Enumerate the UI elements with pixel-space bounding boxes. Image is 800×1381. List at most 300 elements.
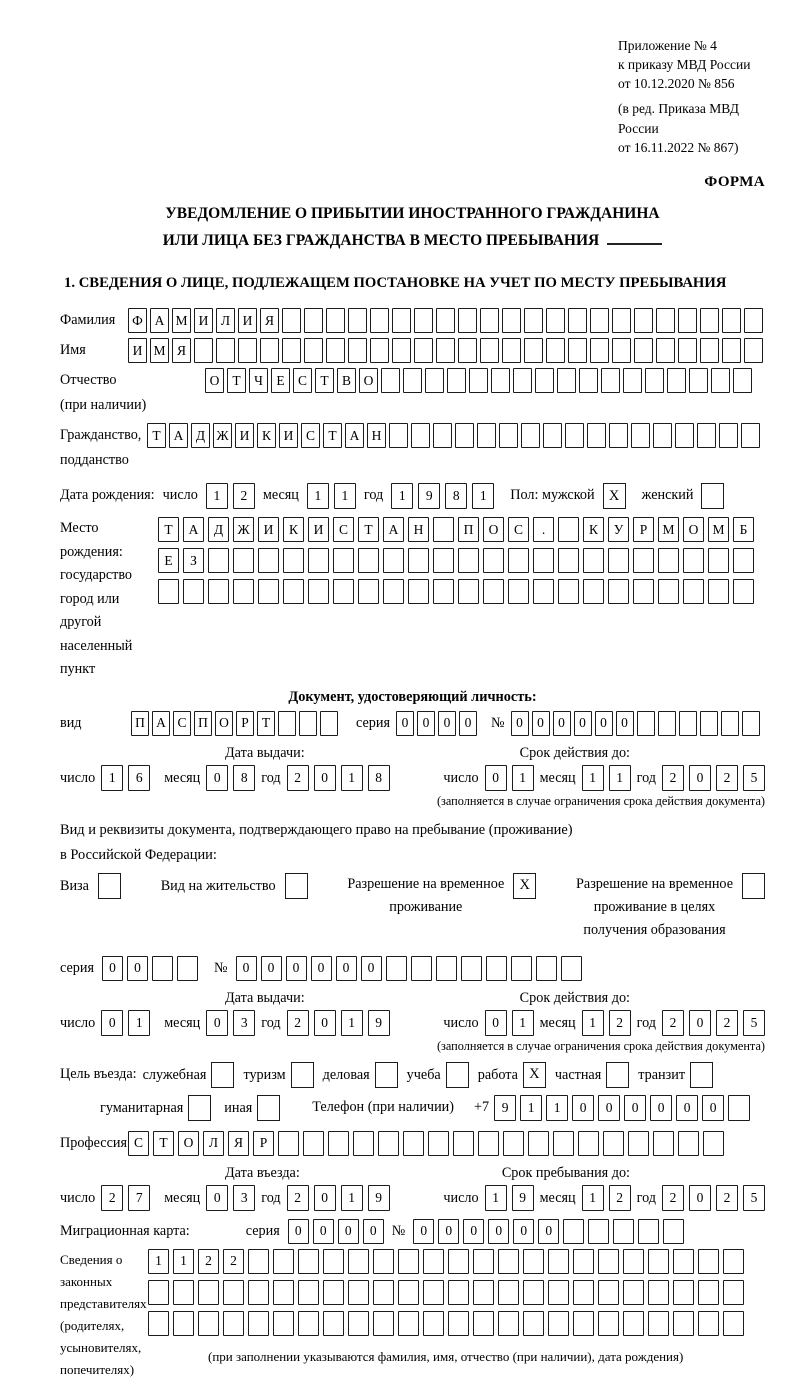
- char-cell[interactable]: 1: [582, 1185, 604, 1211]
- char-cell[interactable]: 0: [459, 711, 477, 736]
- char-cell[interactable]: 0: [488, 1219, 509, 1244]
- char-cell[interactable]: [658, 711, 676, 736]
- char-cell[interactable]: .: [533, 517, 554, 542]
- char-cell[interactable]: [590, 338, 609, 363]
- char-cell[interactable]: 0: [513, 1219, 534, 1244]
- char-cell[interactable]: 0: [572, 1095, 594, 1121]
- char-cell[interactable]: 0: [314, 1010, 336, 1036]
- char-cell[interactable]: [473, 1311, 494, 1336]
- char-cell[interactable]: 0: [553, 711, 571, 736]
- char-cell[interactable]: 0: [689, 1185, 711, 1211]
- char-cell[interactable]: К: [257, 423, 276, 448]
- char-cell[interactable]: [323, 1311, 344, 1336]
- char-cell[interactable]: 2: [101, 1185, 123, 1211]
- char-cell[interactable]: [689, 368, 708, 393]
- char-cell[interactable]: [503, 1131, 524, 1156]
- char-cell[interactable]: Е: [271, 368, 290, 393]
- char-cell[interactable]: [533, 548, 554, 573]
- char-cell[interactable]: 0: [286, 956, 307, 981]
- char-cell[interactable]: [623, 1280, 644, 1305]
- char-cell[interactable]: 2: [716, 1185, 738, 1211]
- char-cell[interactable]: 1: [472, 483, 494, 509]
- char-cell[interactable]: [448, 1280, 469, 1305]
- char-cell[interactable]: [524, 308, 543, 333]
- char-cell[interactable]: [173, 1311, 194, 1336]
- purpose-business-checkbox[interactable]: [375, 1062, 398, 1088]
- char-cell[interactable]: 1: [173, 1249, 194, 1274]
- char-cell[interactable]: [458, 338, 477, 363]
- char-cell[interactable]: А: [345, 423, 364, 448]
- purpose-transit-checkbox[interactable]: [690, 1062, 713, 1088]
- char-cell[interactable]: [723, 1280, 744, 1305]
- char-cell[interactable]: [523, 1311, 544, 1336]
- char-cell[interactable]: Т: [257, 711, 275, 736]
- char-cell[interactable]: А: [169, 423, 188, 448]
- char-cell[interactable]: 0: [261, 956, 282, 981]
- char-cell[interactable]: 9: [368, 1185, 390, 1211]
- char-cell[interactable]: М: [708, 517, 729, 542]
- char-cell[interactable]: [358, 579, 379, 604]
- char-cell[interactable]: 1: [334, 483, 356, 509]
- char-cell[interactable]: [700, 711, 718, 736]
- char-cell[interactable]: [533, 579, 554, 604]
- char-cell[interactable]: [348, 1311, 369, 1336]
- char-cell[interactable]: [563, 1219, 584, 1244]
- sex-female-checkbox[interactable]: [701, 483, 724, 509]
- char-cell[interactable]: [458, 548, 479, 573]
- char-cell[interactable]: 0: [538, 1219, 559, 1244]
- char-cell[interactable]: [498, 1249, 519, 1274]
- char-cell[interactable]: [742, 711, 760, 736]
- char-cell[interactable]: О: [215, 711, 233, 736]
- char-cell[interactable]: 1: [128, 1010, 150, 1036]
- char-cell[interactable]: [433, 517, 454, 542]
- purpose-official-checkbox[interactable]: [211, 1062, 234, 1088]
- char-cell[interactable]: [612, 308, 631, 333]
- char-cell[interactable]: М: [150, 338, 169, 363]
- char-cell[interactable]: [523, 1249, 544, 1274]
- char-cell[interactable]: 2: [287, 1010, 309, 1036]
- char-cell[interactable]: [700, 338, 719, 363]
- char-cell[interactable]: [546, 308, 565, 333]
- char-cell[interactable]: Ч: [249, 368, 268, 393]
- char-cell[interactable]: 0: [101, 1010, 123, 1036]
- char-cell[interactable]: И: [235, 423, 254, 448]
- char-cell[interactable]: [498, 1311, 519, 1336]
- char-cell[interactable]: [697, 423, 716, 448]
- char-cell[interactable]: Б: [733, 517, 754, 542]
- char-cell[interactable]: [656, 338, 675, 363]
- char-cell[interactable]: [411, 423, 430, 448]
- char-cell[interactable]: Н: [367, 423, 386, 448]
- char-cell[interactable]: Н: [408, 517, 429, 542]
- char-cell[interactable]: [353, 1131, 374, 1156]
- char-cell[interactable]: [328, 1131, 349, 1156]
- char-cell[interactable]: [601, 368, 620, 393]
- char-cell[interactable]: А: [183, 517, 204, 542]
- char-cell[interactable]: [623, 368, 642, 393]
- char-cell[interactable]: 1: [546, 1095, 568, 1121]
- char-cell[interactable]: 0: [689, 1010, 711, 1036]
- char-cell[interactable]: [348, 1280, 369, 1305]
- char-cell[interactable]: [282, 308, 301, 333]
- char-cell[interactable]: Л: [203, 1131, 224, 1156]
- char-cell[interactable]: [683, 548, 704, 573]
- char-cell[interactable]: [558, 548, 579, 573]
- char-cell[interactable]: 9: [512, 1185, 534, 1211]
- char-cell[interactable]: 3: [233, 1185, 255, 1211]
- char-cell[interactable]: [548, 1280, 569, 1305]
- char-cell[interactable]: [678, 338, 697, 363]
- char-cell[interactable]: [461, 956, 482, 981]
- char-cell[interactable]: О: [359, 368, 378, 393]
- char-cell[interactable]: 5: [743, 1010, 765, 1036]
- char-cell[interactable]: [608, 548, 629, 573]
- char-cell[interactable]: Д: [208, 517, 229, 542]
- char-cell[interactable]: [587, 423, 606, 448]
- char-cell[interactable]: [553, 1131, 574, 1156]
- char-cell[interactable]: [578, 1131, 599, 1156]
- char-cell[interactable]: [483, 548, 504, 573]
- char-cell[interactable]: [698, 1249, 719, 1274]
- char-cell[interactable]: Ж: [213, 423, 232, 448]
- char-cell[interactable]: [513, 368, 532, 393]
- purpose-private-checkbox[interactable]: [606, 1062, 629, 1088]
- char-cell[interactable]: [568, 308, 587, 333]
- char-cell[interactable]: 1: [520, 1095, 542, 1121]
- char-cell[interactable]: [508, 579, 529, 604]
- char-cell[interactable]: [633, 548, 654, 573]
- char-cell[interactable]: [609, 423, 628, 448]
- char-cell[interactable]: 0: [314, 1185, 336, 1211]
- char-cell[interactable]: [278, 1131, 299, 1156]
- char-cell[interactable]: 9: [368, 1010, 390, 1036]
- char-cell[interactable]: Р: [253, 1131, 274, 1156]
- char-cell[interactable]: 2: [662, 1010, 684, 1036]
- char-cell[interactable]: [152, 956, 173, 981]
- char-cell[interactable]: 0: [438, 1219, 459, 1244]
- char-cell[interactable]: [386, 956, 407, 981]
- char-cell[interactable]: О: [205, 368, 224, 393]
- char-cell[interactable]: Р: [236, 711, 254, 736]
- char-cell[interactable]: 5: [743, 765, 765, 791]
- purpose-work-checkbox[interactable]: X: [523, 1062, 546, 1088]
- char-cell[interactable]: [414, 338, 433, 363]
- char-cell[interactable]: [728, 1095, 750, 1121]
- char-cell[interactable]: И: [128, 338, 147, 363]
- char-cell[interactable]: С: [173, 711, 191, 736]
- char-cell[interactable]: [373, 1311, 394, 1336]
- char-cell[interactable]: [565, 423, 584, 448]
- char-cell[interactable]: 0: [676, 1095, 698, 1121]
- char-cell[interactable]: 1: [307, 483, 329, 509]
- char-cell[interactable]: 0: [485, 1010, 507, 1036]
- char-cell[interactable]: [326, 308, 345, 333]
- char-cell[interactable]: И: [258, 517, 279, 542]
- char-cell[interactable]: [177, 956, 198, 981]
- char-cell[interactable]: [483, 579, 504, 604]
- char-cell[interactable]: 2: [662, 1185, 684, 1211]
- char-cell[interactable]: 2: [609, 1185, 631, 1211]
- char-cell[interactable]: 0: [624, 1095, 646, 1121]
- char-cell[interactable]: [248, 1280, 269, 1305]
- char-cell[interactable]: [708, 548, 729, 573]
- char-cell[interactable]: [733, 368, 752, 393]
- char-cell[interactable]: [588, 1219, 609, 1244]
- char-cell[interactable]: [260, 338, 279, 363]
- char-cell[interactable]: [502, 308, 521, 333]
- char-cell[interactable]: [323, 1249, 344, 1274]
- char-cell[interactable]: [722, 338, 741, 363]
- char-cell[interactable]: [543, 423, 562, 448]
- char-cell[interactable]: П: [194, 711, 212, 736]
- char-cell[interactable]: [392, 308, 411, 333]
- char-cell[interactable]: [608, 579, 629, 604]
- char-cell[interactable]: 1: [512, 1010, 534, 1036]
- char-cell[interactable]: [598, 1249, 619, 1274]
- char-cell[interactable]: [634, 308, 653, 333]
- char-cell[interactable]: [573, 1280, 594, 1305]
- char-cell[interactable]: 0: [417, 711, 435, 736]
- char-cell[interactable]: [477, 423, 496, 448]
- char-cell[interactable]: 0: [236, 956, 257, 981]
- char-cell[interactable]: [398, 1249, 419, 1274]
- char-cell[interactable]: [480, 308, 499, 333]
- char-cell[interactable]: 0: [396, 711, 414, 736]
- char-cell[interactable]: 2: [716, 765, 738, 791]
- char-cell[interactable]: 2: [198, 1249, 219, 1274]
- char-cell[interactable]: 0: [511, 711, 529, 736]
- char-cell[interactable]: [521, 423, 540, 448]
- char-cell[interactable]: 2: [287, 765, 309, 791]
- char-cell[interactable]: [675, 423, 694, 448]
- char-cell[interactable]: [653, 423, 672, 448]
- char-cell[interactable]: [308, 579, 329, 604]
- residence-permit-checkbox[interactable]: [285, 873, 308, 899]
- char-cell[interactable]: [194, 338, 213, 363]
- char-cell[interactable]: [370, 338, 389, 363]
- char-cell[interactable]: [423, 1280, 444, 1305]
- char-cell[interactable]: Я: [172, 338, 191, 363]
- char-cell[interactable]: [722, 308, 741, 333]
- char-cell[interactable]: [628, 1131, 649, 1156]
- char-cell[interactable]: [528, 1131, 549, 1156]
- char-cell[interactable]: 1: [341, 1185, 363, 1211]
- char-cell[interactable]: М: [658, 517, 679, 542]
- char-cell[interactable]: 9: [494, 1095, 516, 1121]
- char-cell[interactable]: [499, 423, 518, 448]
- char-cell[interactable]: [258, 548, 279, 573]
- char-cell[interactable]: П: [458, 517, 479, 542]
- char-cell[interactable]: [273, 1249, 294, 1274]
- char-cell[interactable]: 2: [609, 1010, 631, 1036]
- char-cell[interactable]: 1: [341, 1010, 363, 1036]
- char-cell[interactable]: О: [683, 517, 704, 542]
- char-cell[interactable]: [408, 548, 429, 573]
- char-cell[interactable]: [723, 1311, 744, 1336]
- char-cell[interactable]: 8: [233, 765, 255, 791]
- char-cell[interactable]: [436, 956, 457, 981]
- char-cell[interactable]: 0: [485, 765, 507, 791]
- char-cell[interactable]: 0: [361, 956, 382, 981]
- char-cell[interactable]: [148, 1311, 169, 1336]
- char-cell[interactable]: О: [483, 517, 504, 542]
- char-cell[interactable]: [653, 1131, 674, 1156]
- char-cell[interactable]: [648, 1280, 669, 1305]
- char-cell[interactable]: [708, 579, 729, 604]
- char-cell[interactable]: 3: [233, 1010, 255, 1036]
- char-cell[interactable]: С: [128, 1131, 149, 1156]
- char-cell[interactable]: [491, 368, 510, 393]
- char-cell[interactable]: [721, 711, 739, 736]
- char-cell[interactable]: [583, 548, 604, 573]
- char-cell[interactable]: [378, 1131, 399, 1156]
- char-cell[interactable]: [411, 956, 432, 981]
- char-cell[interactable]: [233, 579, 254, 604]
- char-cell[interactable]: А: [383, 517, 404, 542]
- char-cell[interactable]: Т: [315, 368, 334, 393]
- char-cell[interactable]: [663, 1219, 684, 1244]
- char-cell[interactable]: А: [152, 711, 170, 736]
- char-cell[interactable]: 0: [336, 956, 357, 981]
- char-cell[interactable]: [473, 1249, 494, 1274]
- char-cell[interactable]: 8: [445, 483, 467, 509]
- char-cell[interactable]: [648, 1311, 669, 1336]
- char-cell[interactable]: [233, 548, 254, 573]
- char-cell[interactable]: [348, 308, 367, 333]
- char-cell[interactable]: С: [333, 517, 354, 542]
- purpose-tourism-checkbox[interactable]: [291, 1062, 314, 1088]
- char-cell[interactable]: 2: [287, 1185, 309, 1211]
- char-cell[interactable]: [648, 1249, 669, 1274]
- char-cell[interactable]: Д: [191, 423, 210, 448]
- char-cell[interactable]: [638, 1219, 659, 1244]
- char-cell[interactable]: 0: [413, 1219, 434, 1244]
- char-cell[interactable]: Т: [147, 423, 166, 448]
- char-cell[interactable]: [398, 1280, 419, 1305]
- char-cell[interactable]: 7: [128, 1185, 150, 1211]
- purpose-humanitarian-checkbox[interactable]: [188, 1095, 211, 1121]
- char-cell[interactable]: К: [583, 517, 604, 542]
- char-cell[interactable]: П: [131, 711, 149, 736]
- char-cell[interactable]: [238, 338, 257, 363]
- char-cell[interactable]: [656, 308, 675, 333]
- char-cell[interactable]: [558, 579, 579, 604]
- char-cell[interactable]: И: [238, 308, 257, 333]
- char-cell[interactable]: [223, 1311, 244, 1336]
- char-cell[interactable]: 2: [223, 1249, 244, 1274]
- char-cell[interactable]: [273, 1280, 294, 1305]
- char-cell[interactable]: [436, 338, 455, 363]
- char-cell[interactable]: [478, 1131, 499, 1156]
- char-cell[interactable]: [448, 1311, 469, 1336]
- char-cell[interactable]: [333, 548, 354, 573]
- char-cell[interactable]: 0: [206, 1185, 228, 1211]
- char-cell[interactable]: [298, 1249, 319, 1274]
- char-cell[interactable]: [433, 579, 454, 604]
- char-cell[interactable]: 0: [574, 711, 592, 736]
- char-cell[interactable]: Ж: [233, 517, 254, 542]
- char-cell[interactable]: [348, 338, 367, 363]
- char-cell[interactable]: [173, 1280, 194, 1305]
- char-cell[interactable]: 2: [233, 483, 255, 509]
- char-cell[interactable]: [645, 368, 664, 393]
- char-cell[interactable]: [373, 1280, 394, 1305]
- char-cell[interactable]: [673, 1280, 694, 1305]
- char-cell[interactable]: [673, 1311, 694, 1336]
- char-cell[interactable]: 0: [689, 765, 711, 791]
- char-cell[interactable]: 0: [616, 711, 634, 736]
- char-cell[interactable]: [678, 308, 697, 333]
- char-cell[interactable]: [458, 308, 477, 333]
- char-cell[interactable]: 1: [485, 1185, 507, 1211]
- char-cell[interactable]: 0: [338, 1219, 359, 1244]
- char-cell[interactable]: [326, 338, 345, 363]
- char-cell[interactable]: [381, 368, 400, 393]
- char-cell[interactable]: С: [301, 423, 320, 448]
- char-cell[interactable]: [598, 1311, 619, 1336]
- char-cell[interactable]: [733, 579, 754, 604]
- char-cell[interactable]: [223, 1280, 244, 1305]
- char-cell[interactable]: [304, 338, 323, 363]
- char-cell[interactable]: 2: [716, 1010, 738, 1036]
- char-cell[interactable]: [548, 1311, 569, 1336]
- char-cell[interactable]: [741, 423, 760, 448]
- char-cell[interactable]: [455, 423, 474, 448]
- char-cell[interactable]: [637, 711, 655, 736]
- char-cell[interactable]: Т: [153, 1131, 174, 1156]
- visa-checkbox[interactable]: [98, 873, 121, 899]
- char-cell[interactable]: [433, 548, 454, 573]
- char-cell[interactable]: 0: [127, 956, 148, 981]
- char-cell[interactable]: [546, 338, 565, 363]
- char-cell[interactable]: 0: [314, 765, 336, 791]
- char-cell[interactable]: [299, 711, 317, 736]
- char-cell[interactable]: Т: [227, 368, 246, 393]
- char-cell[interactable]: [278, 711, 296, 736]
- char-cell[interactable]: [323, 1280, 344, 1305]
- char-cell[interactable]: 0: [102, 956, 123, 981]
- char-cell[interactable]: [498, 1280, 519, 1305]
- char-cell[interactable]: [283, 579, 304, 604]
- char-cell[interactable]: 0: [313, 1219, 334, 1244]
- char-cell[interactable]: [298, 1280, 319, 1305]
- char-cell[interactable]: [304, 308, 323, 333]
- char-cell[interactable]: [480, 338, 499, 363]
- char-cell[interactable]: [398, 1311, 419, 1336]
- char-cell[interactable]: [568, 338, 587, 363]
- char-cell[interactable]: Е: [158, 548, 179, 573]
- char-cell[interactable]: Т: [158, 517, 179, 542]
- char-cell[interactable]: [333, 579, 354, 604]
- char-cell[interactable]: Я: [228, 1131, 249, 1156]
- char-cell[interactable]: [198, 1280, 219, 1305]
- char-cell[interactable]: 0: [598, 1095, 620, 1121]
- char-cell[interactable]: 0: [311, 956, 332, 981]
- char-cell[interactable]: [598, 1280, 619, 1305]
- char-cell[interactable]: [502, 338, 521, 363]
- char-cell[interactable]: [308, 548, 329, 573]
- char-cell[interactable]: [469, 368, 488, 393]
- char-cell[interactable]: С: [508, 517, 529, 542]
- char-cell[interactable]: 2: [662, 765, 684, 791]
- char-cell[interactable]: 9: [418, 483, 440, 509]
- char-cell[interactable]: [508, 548, 529, 573]
- char-cell[interactable]: [658, 579, 679, 604]
- char-cell[interactable]: [511, 956, 532, 981]
- char-cell[interactable]: [557, 368, 576, 393]
- char-cell[interactable]: [447, 368, 466, 393]
